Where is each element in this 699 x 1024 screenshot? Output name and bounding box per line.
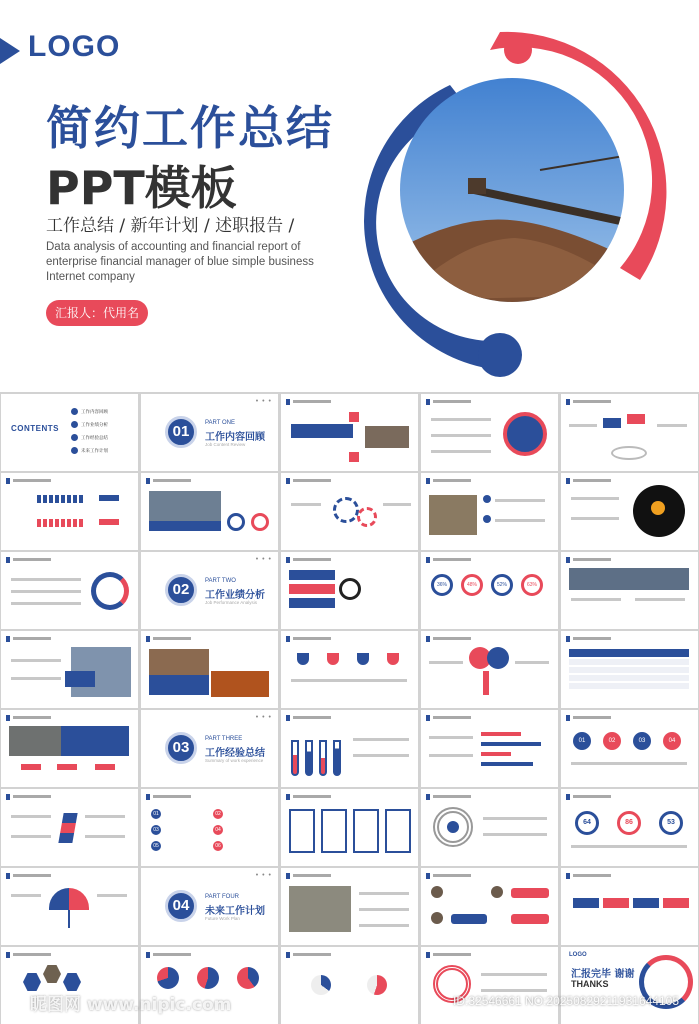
- slide-thumb-contents[interactable]: [1, 394, 138, 471]
- slide-thumb[interactable]: [281, 868, 418, 945]
- toc-item: 工作内容回顾: [71, 408, 108, 415]
- slide-thumb[interactable]: [561, 394, 698, 471]
- thanks-subtitle: THANKS: [571, 979, 609, 989]
- watermark: [0, 986, 699, 1024]
- slide-thumb[interactable]: [561, 473, 698, 550]
- slide-thumb[interactable]: [561, 631, 698, 708]
- cover-description: Data analysis of accounting and financial report of enterprise financial manager of blue simple business Internet company: [46, 241, 314, 283]
- slide-thumb[interactable]: [1, 552, 138, 629]
- toc-item: 工作经验总结: [71, 434, 108, 441]
- slide-thumb[interactable]: [141, 473, 278, 550]
- slide-thumb[interactable]: [281, 789, 418, 866]
- slide-thumb-section-4[interactable]: • • • 04 PART FOUR 未来工作计划 Future Work Plan: [141, 868, 278, 945]
- slide-thumb[interactable]: 64 86 53: [561, 789, 698, 866]
- slide-thumb[interactable]: [421, 868, 558, 945]
- slide-thumb[interactable]: [1, 473, 138, 550]
- slide-thumb[interactable]: [141, 631, 278, 708]
- slide-thumb[interactable]: [1, 789, 138, 866]
- slide-thumb[interactable]: [281, 473, 418, 550]
- slide-thumb[interactable]: 01 02 03 04: [561, 710, 698, 787]
- section-title: 工作业绩分析: [205, 590, 265, 601]
- slide-thumb[interactable]: [1, 710, 138, 787]
- watermark-id: ID:32546661 NO:20250829211931644105: [453, 994, 679, 1008]
- slide-thumb[interactable]: [421, 473, 558, 550]
- slide-thumb[interactable]: [1, 631, 138, 708]
- cover-subtitle: PPT模板: [46, 161, 237, 215]
- slide-thumb-section-1[interactable]: • • • 01 PART ONE 工作内容回顾 Job Content Review: [141, 394, 278, 471]
- slide-thumb-section-2[interactable]: • • • 02 PART TWO 工作业绩分析 Job Performance Analysis: [141, 552, 278, 629]
- slide-thumb[interactable]: [1, 868, 138, 945]
- cover-title: 简约工作总结: [46, 101, 334, 155]
- slide-thumb[interactable]: [421, 394, 558, 471]
- cover-slide: [0, 0, 699, 392]
- slide-thumb[interactable]: 01 03 05 02 04 06: [141, 789, 278, 866]
- slide-thumb[interactable]: 36% 48% 52% 63%: [421, 552, 558, 629]
- logo: LOGO: [569, 952, 587, 958]
- section-number-badge: 04: [165, 890, 197, 922]
- section-number-badge: 02: [165, 574, 197, 606]
- slide-thumb[interactable]: [281, 631, 418, 708]
- thumbnail-grid: [0, 392, 699, 1024]
- slide-thumb-section-3[interactable]: • • • 03 PART THREE 工作经验总结 Summary of work experience: [141, 710, 278, 787]
- logo-triangle-icon: [0, 38, 20, 64]
- toc-item: 未来工作计划: [71, 447, 108, 454]
- section-title: 工作经验总结: [205, 748, 265, 759]
- watermark-site: 昵图网 www.nipic.com: [30, 995, 232, 1015]
- slide-thumb[interactable]: [281, 710, 418, 787]
- reporter-badge: 汇报人：代用名: [46, 300, 148, 326]
- section-number-badge: 01: [165, 416, 197, 448]
- slide-thumb[interactable]: [561, 868, 698, 945]
- slide-thumb[interactable]: [281, 394, 418, 471]
- cover-tagline: 工作总结 / 新年计划 / 述职报告 /: [46, 216, 295, 236]
- slide-thumb[interactable]: [561, 552, 698, 629]
- thanks-title: 汇报完毕 谢谢: [571, 969, 635, 980]
- section-number-badge: 03: [165, 732, 197, 764]
- contents-title: CONTENTS: [11, 424, 59, 433]
- section-title: 未来工作计划: [205, 906, 265, 917]
- slide-thumb[interactable]: [421, 631, 558, 708]
- slide-thumb[interactable]: [421, 789, 558, 866]
- logo: LOGO: [28, 30, 121, 63]
- cover-illustration: [340, 10, 690, 390]
- slide-thumb[interactable]: [281, 552, 418, 629]
- section-title: 工作内容回顾: [205, 432, 265, 443]
- slide-thumb[interactable]: [421, 710, 558, 787]
- toc-item: 工作业绩分析: [71, 421, 108, 428]
